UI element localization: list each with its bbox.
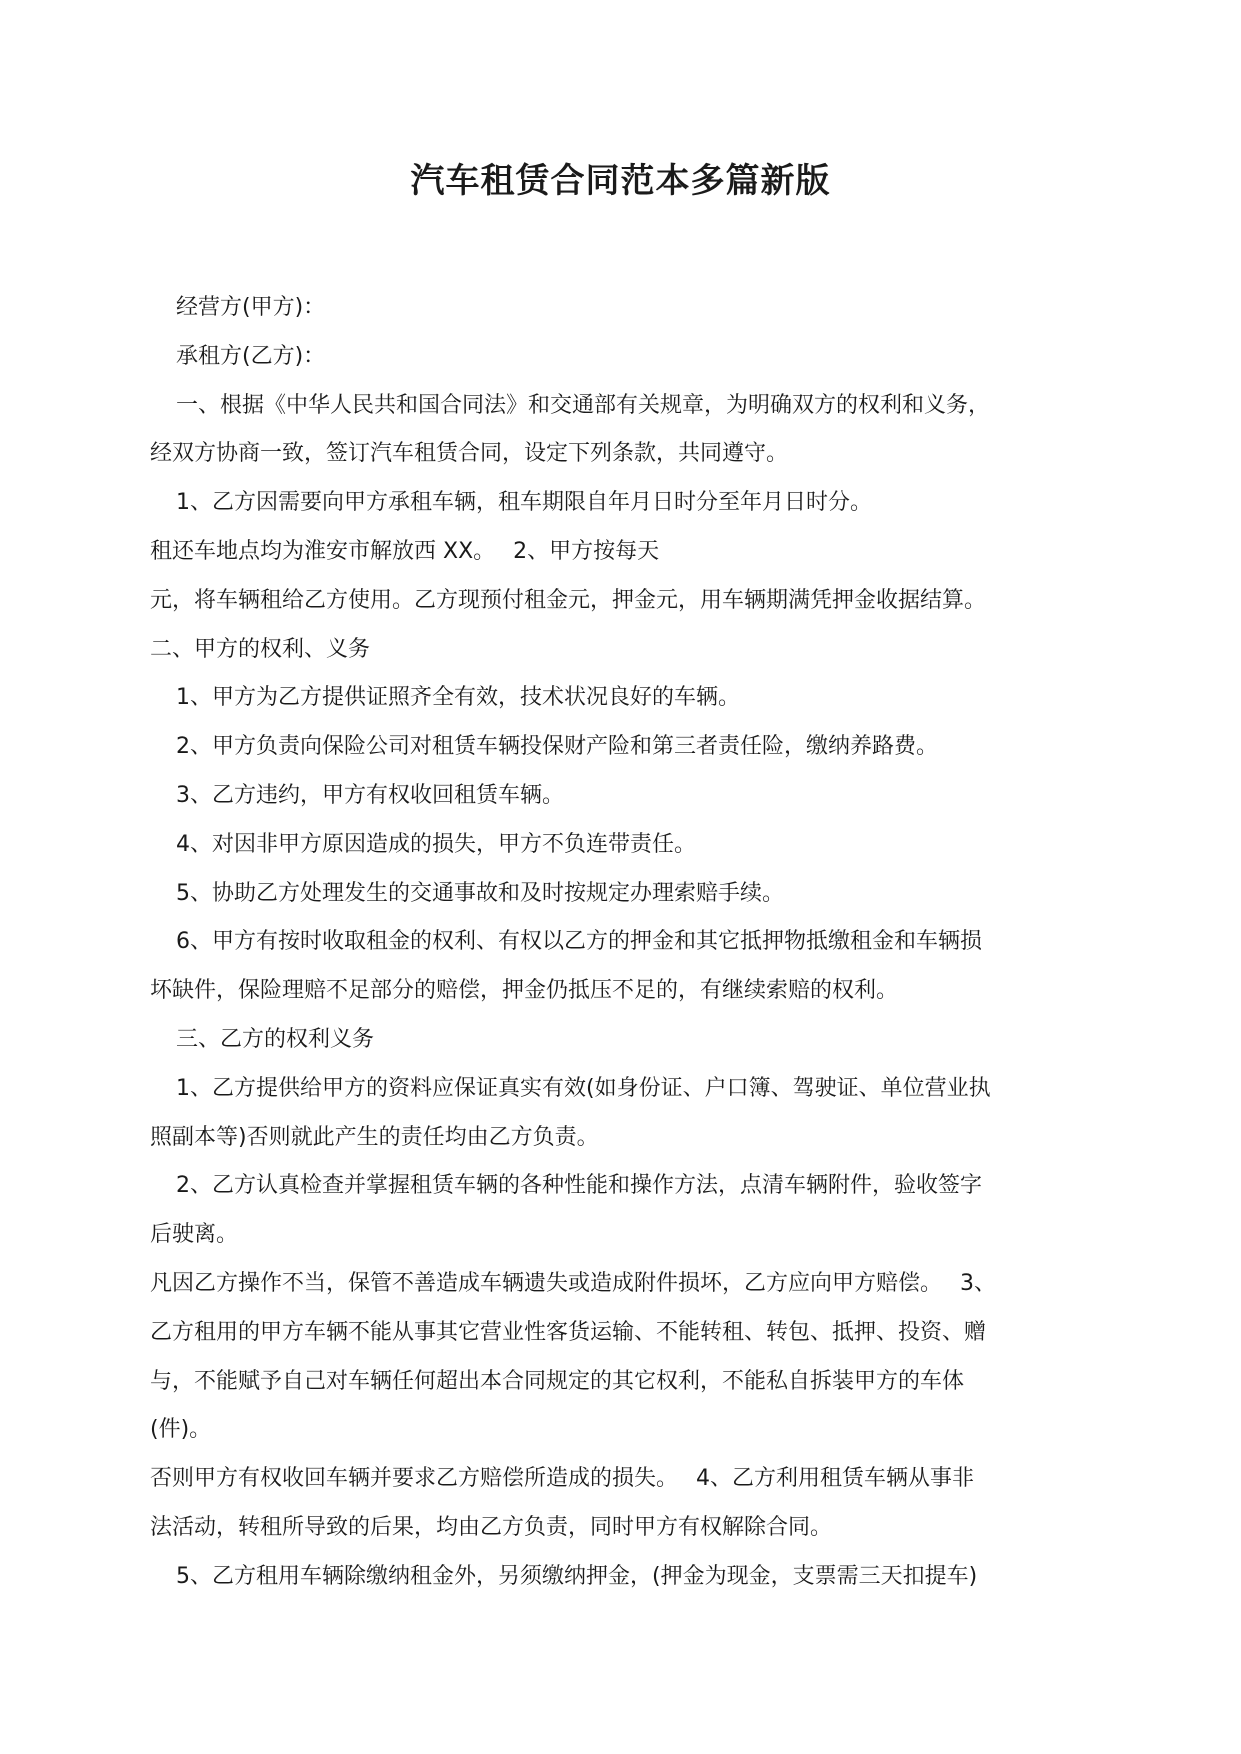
clause-line: 元，将车辆租给乙方使用。乙方现预付租金元，押金元，用车辆期满凭押金收据结算。 bbox=[150, 587, 987, 613]
section-heading: 二、甲方的权利、义务 bbox=[150, 636, 371, 662]
section-heading: 三、乙方的权利义务 bbox=[176, 1026, 375, 1052]
clause-line: 坏缺件，保险理赔不足部分的赔偿，押金仍抵压不足的，有继续索赔的权利。 bbox=[150, 978, 899, 1004]
clause-line: 照副本等)否则就此产生的责任均由乙方负责。 bbox=[150, 1124, 599, 1150]
clause-line: 乙方租用的甲方车辆不能从事其它营业性客货运输、不能转租、转包、抵押、投资、赠 bbox=[150, 1319, 987, 1345]
clause-line: 2、乙方认真检查并掌握租赁车辆的各种性能和操作方法，点清车辆附件，验收签字 bbox=[176, 1173, 982, 1199]
clause-line: 租还车地点均为淮安市解放西 XX。 2、甲方按每天 bbox=[150, 538, 660, 564]
clause-line: 6、甲方有按时收取租金的权利、有权以乙方的押金和其它抵押物抵缴租金和车辆损 bbox=[176, 929, 982, 955]
clause-line: 5、乙方租用车辆除缴纳租金外，另须缴纳押金，(押金为现金，支票需三天扣提车) bbox=[176, 1563, 978, 1589]
clause-line: 4、对因非甲方原因造成的损失，甲方不负连带责任。 bbox=[176, 831, 696, 857]
document-body bbox=[150, 284, 1110, 1602]
clause-line: 否则甲方有权收回车辆并要求乙方赔偿所造成的损失。 4、乙方利用租赁车辆从事非 bbox=[150, 1466, 974, 1492]
party-b-line: 承租方(乙方)： bbox=[176, 343, 326, 369]
document-title: 汽车租赁合同范本多篇新版 bbox=[410, 161, 831, 201]
clause-line: 1、乙方因需要向甲方承租车辆，租车期限自年月日时分至年月日时分。 bbox=[176, 490, 872, 516]
clause-line: 1、乙方提供给甲方的资料应保证真实有效(如身份证、户口簿、驾驶证、单位营业执 bbox=[176, 1075, 991, 1101]
clause-line: 与，不能赋予自己对车辆任何超出本合同规定的其它权利，不能私自拆装甲方的车体 bbox=[150, 1368, 965, 1394]
clause-line: 法活动，转租所导致的后果，均由乙方负责，同时甲方有权解除合同。 bbox=[150, 1514, 833, 1540]
paragraph-line: 一、根据《中华人民共和国合同法》和交通部有关规章，为明确双方的权利和义务， bbox=[176, 392, 991, 418]
clause-line: 1、甲方为乙方提供证照齐全有效，技术状况良好的车辆。 bbox=[176, 685, 740, 711]
clause-line: (件)。 bbox=[150, 1417, 212, 1443]
clause-line: 3、乙方违约，甲方有权收回租赁车辆。 bbox=[176, 782, 564, 808]
clause-line: 后驶离。 bbox=[150, 1222, 239, 1248]
clause-line: 2、甲方负责向保险公司对租赁车辆投保财产险和第三者责任险，缴纳养路费。 bbox=[176, 734, 938, 760]
party-a-line: 经营方(甲方)： bbox=[176, 295, 326, 320]
clause-line: 凡因乙方操作不当，保管不善造成车辆遗失或造成附件损坏，乙方应向甲方赔偿。 3、 bbox=[150, 1270, 996, 1296]
clause-line: 5、协助乙方处理发生的交通事故和及时按规定办理索赔手续。 bbox=[176, 880, 784, 906]
paragraph-line: 经双方协商一致，签订汽车租赁合同，设定下列条款，共同遵守。 bbox=[150, 441, 789, 467]
